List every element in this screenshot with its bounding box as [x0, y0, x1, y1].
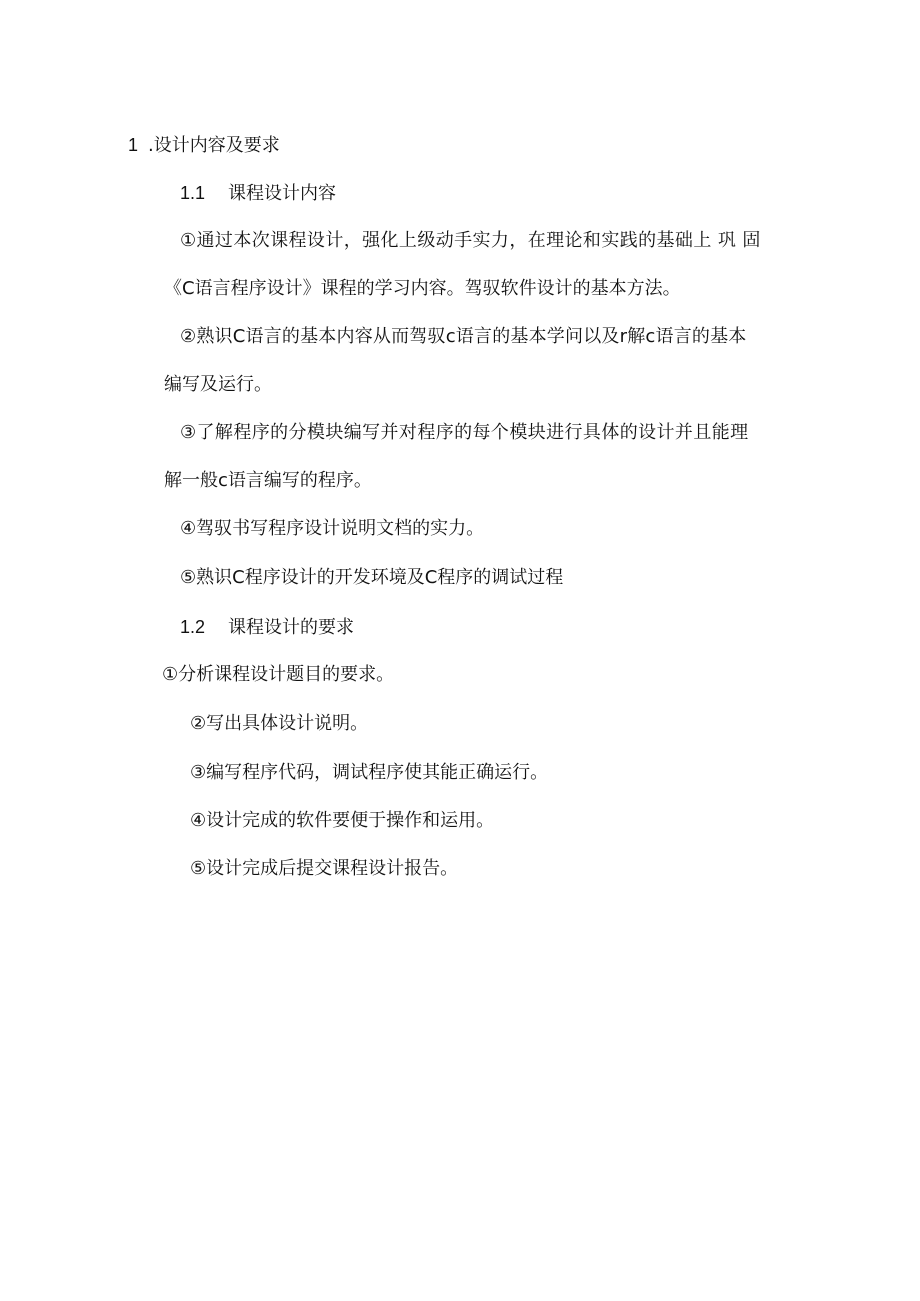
requirement-line: ④设计完成的软件要便于操作和运用。	[190, 810, 495, 831]
content-line: ②熟识C语言的基本内容从而驾驭c语言的基本学问以及r解c语言的基本	[180, 326, 747, 347]
content-line: ④驾驭书写程序设计说明文档的实力。	[180, 518, 485, 539]
content-line: 解一般c语言编写的程序。	[164, 470, 372, 491]
content-line: 《C语言程序设计》课程的学习内容。驾驭软件设计的基本方法。	[164, 278, 681, 299]
subsection-title: 课程设计内容	[228, 183, 336, 204]
content-line: ①通过本次课程设计，强化上级动手实力，在理论和实践的基础上 巩 固	[180, 230, 761, 251]
subsection-number: 1.2	[180, 617, 206, 637]
requirement-line: ②写出具体设计说明。	[190, 713, 369, 734]
requirement-line: ⑤设计完成后提交课程设计报告。	[190, 858, 459, 879]
content-line: ③了解程序的分模块编写并对程序的每个模块进行具体的设计并且能理	[180, 422, 749, 443]
subsection-number: 1.1	[180, 183, 206, 203]
content-line: 编写及运行。	[164, 374, 272, 395]
subsection-heading-2	[180, 615, 354, 640]
content-line: ⑤熟识C程序设计的开发环境及C程序的调试过程	[180, 567, 564, 588]
section-heading	[128, 133, 280, 158]
requirement-line: ③编写程序代码，调试程序使其能正确运行。	[190, 762, 549, 783]
section-number: 1	[128, 135, 139, 155]
subsection-title: 课程设计的要求	[228, 617, 354, 638]
requirement-line: ①分析课程设计题目的要求。	[162, 664, 395, 685]
subsection-heading-1	[180, 181, 336, 206]
section-title: .设计内容及要求	[148, 135, 280, 156]
